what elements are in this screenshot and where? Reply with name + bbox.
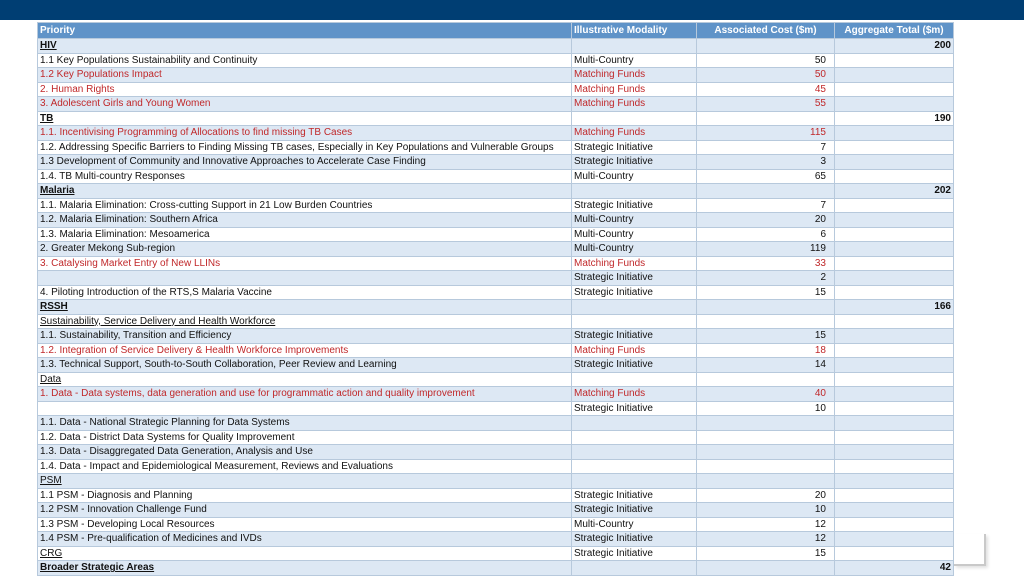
table-row [38, 227, 954, 242]
priority-cell [38, 401, 572, 416]
category-row [38, 39, 954, 54]
priority-cell: 1.3. Technical Support, South-to-South Collaboration, Peer Review and Learning [38, 358, 572, 373]
aggregate-cell [835, 285, 954, 300]
category-row [38, 111, 954, 126]
panel-edge-shadow [954, 534, 986, 566]
modality-cell [572, 111, 697, 126]
cost-cell: 40 [697, 387, 835, 402]
aggregate-cell [835, 329, 954, 344]
priority-cell: 1.2. Data - District Data Systems for Quality Improvement [38, 430, 572, 445]
priority-cell: Broader Strategic Areas [38, 561, 572, 576]
table-row [38, 68, 954, 83]
aggregate-cell [835, 488, 954, 503]
modality-cell: Strategic Initiative [572, 503, 697, 518]
table-row [38, 416, 954, 431]
cost-cell [697, 314, 835, 329]
modality-cell [572, 430, 697, 445]
cost-cell: 7 [697, 140, 835, 155]
modality-cell: Multi-Country [572, 53, 697, 68]
table-row [38, 169, 954, 184]
cost-cell: 119 [697, 242, 835, 257]
modality-cell: Matching Funds [572, 126, 697, 141]
priority-cell: Malaria [38, 184, 572, 199]
modality-cell: Multi-Country [572, 517, 697, 532]
priority-cell: 1.1. Malaria Elimination: Cross-cutting Support in 21 Low Burden Countries [38, 198, 572, 213]
aggregate-cell [835, 546, 954, 561]
modality-cell [572, 561, 697, 576]
modality-cell: Strategic Initiative [572, 488, 697, 503]
table-row [38, 285, 954, 300]
cost-cell: 45 [697, 82, 835, 97]
aggregate-cell: 166 [835, 300, 954, 315]
cost-cell [697, 474, 835, 489]
priority-cell: 1.2 PSM - Innovation Challenge Fund [38, 503, 572, 518]
modality-cell: Multi-Country [572, 227, 697, 242]
modality-cell [572, 300, 697, 315]
cost-cell [697, 459, 835, 474]
priority-cell: 1.1. Data - National Strategic Planning for Data Systems [38, 416, 572, 431]
priority-cell: 1.3 PSM - Developing Local Resources [38, 517, 572, 532]
aggregate-cell [835, 532, 954, 547]
modality-cell: Multi-Country [572, 169, 697, 184]
aggregate-cell: 42 [835, 561, 954, 576]
aggregate-cell [835, 126, 954, 141]
table-row [38, 140, 954, 155]
priority-cell: 1.4 PSM - Pre-qualification of Medicines and IVDs [38, 532, 572, 547]
modality-cell: Strategic Initiative [572, 546, 697, 561]
aggregate-cell [835, 474, 954, 489]
priority-cell [38, 271, 572, 286]
modality-cell: Strategic Initiative [572, 358, 697, 373]
cost-cell: 65 [697, 169, 835, 184]
cost-cell: 115 [697, 126, 835, 141]
table-row [38, 430, 954, 445]
table-row [38, 256, 954, 271]
modality-cell: Matching Funds [572, 387, 697, 402]
cost-cell: 10 [697, 503, 835, 518]
modality-cell: Multi-Country [572, 213, 697, 228]
priority-cell: RSSH [38, 300, 572, 315]
modality-cell [572, 372, 697, 387]
aggregate-cell [835, 155, 954, 170]
aggregate-cell [835, 256, 954, 271]
table-row [38, 343, 954, 358]
cost-cell: 15 [697, 285, 835, 300]
priority-cell: 1.1 Key Populations Sustainability and Continuity [38, 53, 572, 68]
header-aggregate-total: Aggregate Total ($m) [835, 23, 954, 39]
cost-cell: 14 [697, 358, 835, 373]
table-row [38, 488, 954, 503]
aggregate-cell [835, 68, 954, 83]
priority-cell: 3. Adolescent Girls and Young Women [38, 97, 572, 112]
priority-cell: 1.2. Integration of Service Delivery & Health Workforce Improvements [38, 343, 572, 358]
cost-cell: 15 [697, 546, 835, 561]
priority-cell: 1.2. Malaria Elimination: Southern Africa [38, 213, 572, 228]
priority-cell: HIV [38, 39, 572, 54]
priority-cell: 1.1. Sustainability, Transition and Efficiency [38, 329, 572, 344]
table-row [38, 53, 954, 68]
aggregate-cell [835, 517, 954, 532]
table-row [38, 387, 954, 402]
modality-cell: Strategic Initiative [572, 532, 697, 547]
aggregate-cell [835, 242, 954, 257]
aggregate-cell [835, 140, 954, 155]
cost-cell: 33 [697, 256, 835, 271]
cost-cell: 20 [697, 488, 835, 503]
modality-cell: Matching Funds [572, 97, 697, 112]
cost-cell: 10 [697, 401, 835, 416]
modality-cell: Multi-Country [572, 242, 697, 257]
priority-cell: CRG [38, 546, 572, 561]
table-row [38, 82, 954, 97]
aggregate-cell [835, 53, 954, 68]
modality-cell [572, 459, 697, 474]
priority-cell: 1.4. Data - Impact and Epidemiological Measurement, Reviews and Evaluations [38, 459, 572, 474]
aggregate-cell: 200 [835, 39, 954, 54]
cost-cell: 15 [697, 329, 835, 344]
subcategory-row [38, 474, 954, 489]
aggregate-cell [835, 358, 954, 373]
modality-cell: Strategic Initiative [572, 401, 697, 416]
aggregate-cell: 190 [835, 111, 954, 126]
table-row [38, 242, 954, 257]
priority-cell: 2. Greater Mekong Sub-region [38, 242, 572, 257]
category-row [38, 300, 954, 315]
category-row [38, 561, 954, 576]
cost-cell: 3 [697, 155, 835, 170]
modality-cell: Strategic Initiative [572, 271, 697, 286]
aggregate-cell [835, 343, 954, 358]
modality-cell: Strategic Initiative [572, 155, 697, 170]
table-row [38, 459, 954, 474]
aggregate-cell [835, 459, 954, 474]
modality-cell: Matching Funds [572, 68, 697, 83]
modality-cell: Strategic Initiative [572, 140, 697, 155]
modality-cell [572, 184, 697, 199]
cost-cell: 50 [697, 53, 835, 68]
aggregate-cell [835, 387, 954, 402]
aggregate-cell [835, 82, 954, 97]
modality-cell: Strategic Initiative [572, 285, 697, 300]
aggregate-cell [835, 271, 954, 286]
table-row [38, 532, 954, 547]
priority-cell: 3. Catalysing Market Entry of New LLINs [38, 256, 572, 271]
modality-cell [572, 314, 697, 329]
cost-cell [697, 111, 835, 126]
subcategory-row [38, 372, 954, 387]
cost-cell: 2 [697, 271, 835, 286]
cost-cell [697, 561, 835, 576]
priority-cell: 1.1. Incentivising Programming of Allocations to find missing TB Cases [38, 126, 572, 141]
priority-cell: 1.3 Development of Community and Innovative Approaches to Accelerate Case Finding [38, 155, 572, 170]
top-banner [0, 0, 1024, 20]
cost-cell [697, 300, 835, 315]
modality-cell: Matching Funds [572, 343, 697, 358]
table-header-row [38, 23, 954, 39]
table-row [38, 155, 954, 170]
table-body [38, 39, 954, 576]
aggregate-cell [835, 445, 954, 460]
priority-cell: 1.3. Data - Disaggregated Data Generation, Analysis and Use [38, 445, 572, 460]
modality-cell [572, 416, 697, 431]
table-row [38, 358, 954, 373]
cost-cell: 55 [697, 97, 835, 112]
cost-cell: 6 [697, 227, 835, 242]
priority-cell: 1. Data - Data systems, data generation and use for programmatic action and quality improvement [38, 387, 572, 402]
priority-cost-table [37, 22, 954, 576]
table-row [38, 271, 954, 286]
table-row [38, 97, 954, 112]
table-row [38, 517, 954, 532]
table-row [38, 198, 954, 213]
priority-cell: 1.4. TB Multi-country Responses [38, 169, 572, 184]
modality-cell: Matching Funds [572, 256, 697, 271]
modality-cell: Strategic Initiative [572, 198, 697, 213]
table-row [38, 445, 954, 460]
aggregate-cell [835, 503, 954, 518]
aggregate-cell [835, 169, 954, 184]
cost-cell: 50 [697, 68, 835, 83]
priority-cell: 1.3. Malaria Elimination: Mesoamerica [38, 227, 572, 242]
table-row [38, 329, 954, 344]
aggregate-cell [835, 314, 954, 329]
priority-cell: 4. Piloting Introduction of the RTS,S Malaria Vaccine [38, 285, 572, 300]
cost-cell [697, 430, 835, 445]
priority-cell: 1.2. Addressing Specific Barriers to Finding Missing TB cases, Especially in Key Populations and Vulnerable Groups [38, 140, 572, 155]
modality-cell: Matching Funds [572, 82, 697, 97]
aggregate-cell [835, 198, 954, 213]
cost-cell: 18 [697, 343, 835, 358]
cost-cell [697, 39, 835, 54]
aggregate-cell: 202 [835, 184, 954, 199]
modality-cell [572, 445, 697, 460]
modality-cell: Strategic Initiative [572, 329, 697, 344]
header-associated-cost: Associated Cost ($m) [697, 23, 835, 39]
cost-cell: 12 [697, 517, 835, 532]
priority-cell: Data [38, 372, 572, 387]
priority-cell: PSM [38, 474, 572, 489]
priority-cell: 1.1 PSM - Diagnosis and Planning [38, 488, 572, 503]
priority-cell: TB [38, 111, 572, 126]
subcategory-row [38, 314, 954, 329]
aggregate-cell [835, 401, 954, 416]
modality-cell [572, 39, 697, 54]
cost-cell [697, 416, 835, 431]
aggregate-cell [835, 213, 954, 228]
priority-cell: 2. Human Rights [38, 82, 572, 97]
table-row [38, 503, 954, 518]
priority-cost-table-container [37, 22, 953, 576]
aggregate-cell [835, 416, 954, 431]
aggregate-cell [835, 430, 954, 445]
modality-cell [572, 474, 697, 489]
cost-cell [697, 372, 835, 387]
cost-cell [697, 445, 835, 460]
priority-cell: Sustainability, Service Delivery and Health Workforce [38, 314, 572, 329]
table-row [38, 126, 954, 141]
cost-cell: 12 [697, 532, 835, 547]
table-row [38, 401, 954, 416]
aggregate-cell [835, 97, 954, 112]
category-row [38, 184, 954, 199]
aggregate-cell [835, 372, 954, 387]
cost-cell: 7 [697, 198, 835, 213]
aggregate-cell [835, 227, 954, 242]
header-priority: Priority [38, 23, 572, 39]
table-row [38, 213, 954, 228]
cost-cell [697, 184, 835, 199]
cost-cell: 20 [697, 213, 835, 228]
subcategory-row [38, 546, 954, 561]
priority-cell: 1.2 Key Populations Impact [38, 68, 572, 83]
header-modality: Illustrative Modality [572, 23, 697, 39]
